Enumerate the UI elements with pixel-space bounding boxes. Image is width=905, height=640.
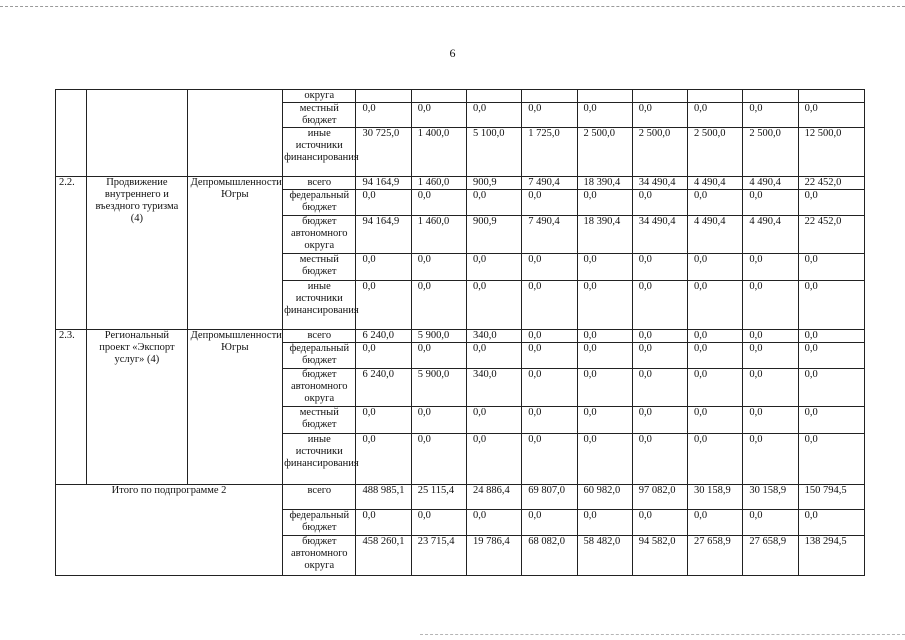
- value-cell: 0,0: [522, 281, 577, 330]
- value-cell: 4 490,4: [743, 216, 798, 254]
- value-cell: 0,0: [522, 369, 577, 407]
- value-cell: 0,0: [356, 190, 411, 216]
- value-cell: 0,0: [577, 407, 632, 434]
- value-cell: 0,0: [688, 330, 743, 343]
- value-cell: 0,0: [522, 103, 577, 128]
- value-cell: 94 164,9: [356, 216, 411, 254]
- value-cell: 0,0: [466, 434, 521, 485]
- value-cell: [798, 90, 864, 103]
- value-cell: 0,0: [522, 190, 577, 216]
- source-cell: округа: [283, 90, 356, 103]
- value-cell: 0,0: [743, 434, 798, 485]
- value-cell: 0,0: [522, 330, 577, 343]
- value-cell: 0,0: [411, 343, 466, 369]
- value-cell: 150 794,5: [798, 485, 864, 510]
- source-cell: бюджет автономного округа: [283, 216, 356, 254]
- value-cell: 7 490,4: [522, 216, 577, 254]
- value-cell: 0,0: [743, 190, 798, 216]
- value-cell: 900,9: [466, 177, 521, 190]
- value-cell: 19 786,4: [466, 536, 521, 576]
- value-cell: 0,0: [743, 103, 798, 128]
- value-cell: 0,0: [688, 369, 743, 407]
- value-cell: 0,0: [688, 343, 743, 369]
- value-cell: 0,0: [411, 254, 466, 281]
- value-cell: 0,0: [411, 103, 466, 128]
- value-cell: 0,0: [798, 369, 864, 407]
- value-cell: 0,0: [632, 343, 687, 369]
- value-cell: [688, 90, 743, 103]
- value-cell: 0,0: [743, 281, 798, 330]
- value-cell: 0,0: [743, 343, 798, 369]
- value-cell: 0,0: [743, 510, 798, 536]
- value-cell: 2 500,0: [632, 128, 687, 177]
- financing-table: [55, 89, 865, 576]
- value-cell: 0,0: [632, 510, 687, 536]
- value-cell: 0,0: [798, 281, 864, 330]
- value-cell: 0,0: [466, 510, 521, 536]
- value-cell: 0,0: [356, 434, 411, 485]
- value-cell: 4 490,4: [743, 177, 798, 190]
- value-cell: 0,0: [466, 407, 521, 434]
- value-cell: 0,0: [466, 103, 521, 128]
- value-cell: 0,0: [798, 407, 864, 434]
- value-cell: 0,0: [577, 281, 632, 330]
- value-cell: 24 886,4: [466, 485, 521, 510]
- value-cell: 7 490,4: [522, 177, 577, 190]
- value-cell: 34 490,4: [632, 216, 687, 254]
- value-cell: 69 807,0: [522, 485, 577, 510]
- row-number-cell: [56, 90, 87, 177]
- value-cell: 5 100,0: [466, 128, 521, 177]
- value-cell: 340,0: [466, 330, 521, 343]
- source-cell: бюджет автономного округа: [283, 536, 356, 576]
- value-cell: 12 500,0: [798, 128, 864, 177]
- value-cell: 4 490,4: [688, 177, 743, 190]
- value-cell: 0,0: [798, 510, 864, 536]
- value-cell: [522, 90, 577, 103]
- table-row: [56, 330, 865, 343]
- source-cell: федеральный бюджет: [283, 343, 356, 369]
- value-cell: 0,0: [356, 510, 411, 536]
- source-cell: всего: [283, 177, 356, 190]
- value-cell: 340,0: [466, 369, 521, 407]
- value-cell: 0,0: [688, 254, 743, 281]
- value-cell: 0,0: [632, 190, 687, 216]
- value-cell: 0,0: [632, 434, 687, 485]
- source-cell: иные источники финансирования: [283, 281, 356, 330]
- value-cell: 1 460,0: [411, 177, 466, 190]
- value-cell: 30 725,0: [356, 128, 411, 177]
- value-cell: 97 082,0: [632, 485, 687, 510]
- value-cell: 6 240,0: [356, 330, 411, 343]
- value-cell: [577, 90, 632, 103]
- value-cell: 0,0: [356, 407, 411, 434]
- executor-cell: Депромышленности Югры: [187, 177, 282, 330]
- value-cell: 0,0: [743, 330, 798, 343]
- value-cell: 0,0: [577, 434, 632, 485]
- source-cell: всего: [283, 330, 356, 343]
- value-cell: 6 240,0: [356, 369, 411, 407]
- value-cell: 0,0: [632, 330, 687, 343]
- value-cell: 58 482,0: [577, 536, 632, 576]
- value-cell: 0,0: [466, 281, 521, 330]
- value-cell: 0,0: [632, 407, 687, 434]
- value-cell: 30 158,9: [688, 485, 743, 510]
- value-cell: 0,0: [466, 190, 521, 216]
- table-row: [56, 177, 865, 190]
- page-number: 6: [449, 46, 456, 60]
- executor-cell: [187, 90, 282, 177]
- value-cell: 0,0: [577, 330, 632, 343]
- value-cell: 488 985,1: [356, 485, 411, 510]
- value-cell: 18 390,4: [577, 216, 632, 254]
- value-cell: 0,0: [688, 190, 743, 216]
- value-cell: 0,0: [411, 510, 466, 536]
- value-cell: 0,0: [688, 281, 743, 330]
- measure-name-cell: Региональный проект «Экспорт услуг» (4): [87, 330, 187, 485]
- value-cell: 0,0: [798, 103, 864, 128]
- table-row: [56, 90, 865, 103]
- value-cell: 0,0: [577, 254, 632, 281]
- value-cell: 2 500,0: [743, 128, 798, 177]
- value-cell: 0,0: [632, 103, 687, 128]
- source-cell: федеральный бюджет: [283, 190, 356, 216]
- value-cell: 2 500,0: [688, 128, 743, 177]
- value-cell: 0,0: [743, 369, 798, 407]
- value-cell: 0,0: [632, 369, 687, 407]
- row-number-cell: 2.2.: [56, 177, 87, 330]
- value-cell: 0,0: [356, 343, 411, 369]
- source-cell: иные источники финансирования: [283, 128, 356, 177]
- value-cell: 0,0: [798, 330, 864, 343]
- value-cell: 5 900,0: [411, 369, 466, 407]
- value-cell: 0,0: [522, 510, 577, 536]
- source-cell: всего: [283, 485, 356, 510]
- source-cell: местный бюджет: [283, 254, 356, 281]
- value-cell: 0,0: [577, 510, 632, 536]
- source-cell: иные источники финансирования: [283, 434, 356, 485]
- table-row: [56, 485, 865, 510]
- scan-edge-bottom: [420, 634, 905, 635]
- source-cell: местный бюджет: [283, 407, 356, 434]
- value-cell: 5 900,0: [411, 330, 466, 343]
- value-cell: 0,0: [798, 343, 864, 369]
- value-cell: 0,0: [577, 190, 632, 216]
- value-cell: 0,0: [743, 407, 798, 434]
- value-cell: 0,0: [577, 369, 632, 407]
- value-cell: 22 452,0: [798, 216, 864, 254]
- value-cell: 0,0: [522, 254, 577, 281]
- value-cell: 458 260,1: [356, 536, 411, 576]
- value-cell: 0,0: [356, 254, 411, 281]
- value-cell: 138 294,5: [798, 536, 864, 576]
- measure-name-cell: [87, 90, 187, 177]
- value-cell: [466, 90, 521, 103]
- value-cell: 60 982,0: [577, 485, 632, 510]
- value-cell: 1 725,0: [522, 128, 577, 177]
- value-cell: 22 452,0: [798, 177, 864, 190]
- value-cell: [411, 90, 466, 103]
- value-cell: 0,0: [688, 510, 743, 536]
- value-cell: 27 658,9: [743, 536, 798, 576]
- value-cell: 23 715,4: [411, 536, 466, 576]
- value-cell: 0,0: [356, 281, 411, 330]
- value-cell: 1 460,0: [411, 216, 466, 254]
- value-cell: 0,0: [798, 254, 864, 281]
- value-cell: 0,0: [688, 407, 743, 434]
- value-cell: 68 082,0: [522, 536, 577, 576]
- value-cell: 0,0: [798, 434, 864, 485]
- value-cell: 4 490,4: [688, 216, 743, 254]
- subtotal-label-cell: Итого по подпрограмме 2: [56, 485, 283, 576]
- value-cell: 0,0: [522, 343, 577, 369]
- value-cell: 34 490,4: [632, 177, 687, 190]
- value-cell: 0,0: [411, 190, 466, 216]
- value-cell: 0,0: [577, 103, 632, 128]
- value-cell: 0,0: [743, 254, 798, 281]
- value-cell: 0,0: [577, 343, 632, 369]
- value-cell: 25 115,4: [411, 485, 466, 510]
- value-cell: 0,0: [522, 434, 577, 485]
- scan-edge-top: [0, 6, 905, 7]
- value-cell: 94 164,9: [356, 177, 411, 190]
- value-cell: 0,0: [411, 407, 466, 434]
- executor-cell: Депромышленности Югры: [187, 330, 282, 485]
- source-cell: федеральный бюджет: [283, 510, 356, 536]
- value-cell: 27 658,9: [688, 536, 743, 576]
- source-cell: местный бюджет: [283, 103, 356, 128]
- value-cell: 94 582,0: [632, 536, 687, 576]
- source-cell: бюджет автономного округа: [283, 369, 356, 407]
- value-cell: 18 390,4: [577, 177, 632, 190]
- value-cell: 0,0: [632, 281, 687, 330]
- value-cell: 2 500,0: [577, 128, 632, 177]
- value-cell: 0,0: [466, 343, 521, 369]
- value-cell: 0,0: [356, 103, 411, 128]
- value-cell: [356, 90, 411, 103]
- row-number-cell: 2.3.: [56, 330, 87, 485]
- value-cell: [743, 90, 798, 103]
- value-cell: 0,0: [798, 190, 864, 216]
- value-cell: 0,0: [632, 254, 687, 281]
- value-cell: 0,0: [522, 407, 577, 434]
- value-cell: 0,0: [466, 254, 521, 281]
- value-cell: 1 400,0: [411, 128, 466, 177]
- value-cell: 30 158,9: [743, 485, 798, 510]
- value-cell: 0,0: [411, 281, 466, 330]
- value-cell: 0,0: [688, 103, 743, 128]
- value-cell: [632, 90, 687, 103]
- value-cell: 0,0: [688, 434, 743, 485]
- measure-name-cell: Продвижение внутреннего и въездного туризма (4): [87, 177, 187, 330]
- value-cell: 900,9: [466, 216, 521, 254]
- value-cell: 0,0: [411, 434, 466, 485]
